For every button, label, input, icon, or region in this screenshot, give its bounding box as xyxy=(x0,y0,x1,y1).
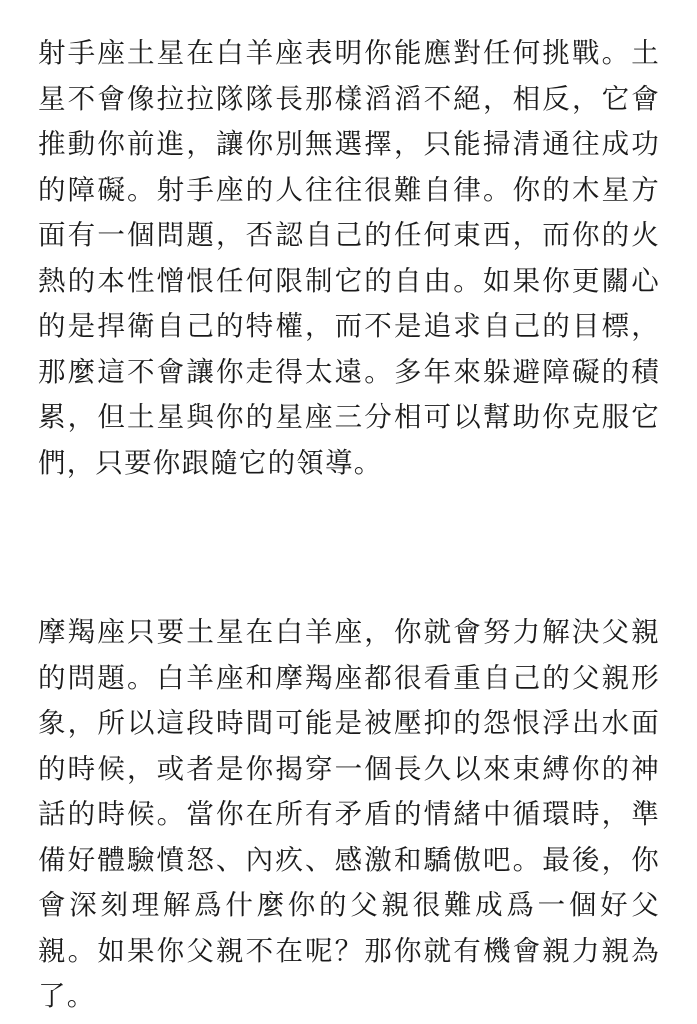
paragraph-capricorn: 摩羯座只要土星在白羊座，你就會努力解決父親的問題。白羊座和摩羯座都很看重自己的父親形象，所以這段時間可能是被壓抑的怨恨浮出水面的時候，或者是你揭穿一個長久以來束縛你的神話的時候。當你在所有矛盾的情緒中循環時，準備好體驗憤怒、內疚、感激和驕傲吧。最後，你會深刻理解爲什麼你的父親很難成爲一個好父親。如果你父親不在呢？那你就有機會親力親為了。 xyxy=(38,616,660,1012)
paragraph-sagittarius: 射手座土星在白羊座表明你能應對任何挑戰。土星不會像拉拉隊隊長那樣滔滔不絕，相反，它會推動你前進，讓你別無選擇，只能掃清通往成功的障礙。射手座的人往往很難自律。你的木星方面有一個問題，否認自己的任何東西，而你的火熱的本性憎恨任何限制它的自由。如果你更關心的是捍衛自己的特權，而不是追求自己的目標，那麼這不會讓你走得太遠。多年來躲避障礙的積累，但土星與你的星座三分相可以幫助你克服它們，只要你跟隨它的領導。 xyxy=(38,37,660,479)
